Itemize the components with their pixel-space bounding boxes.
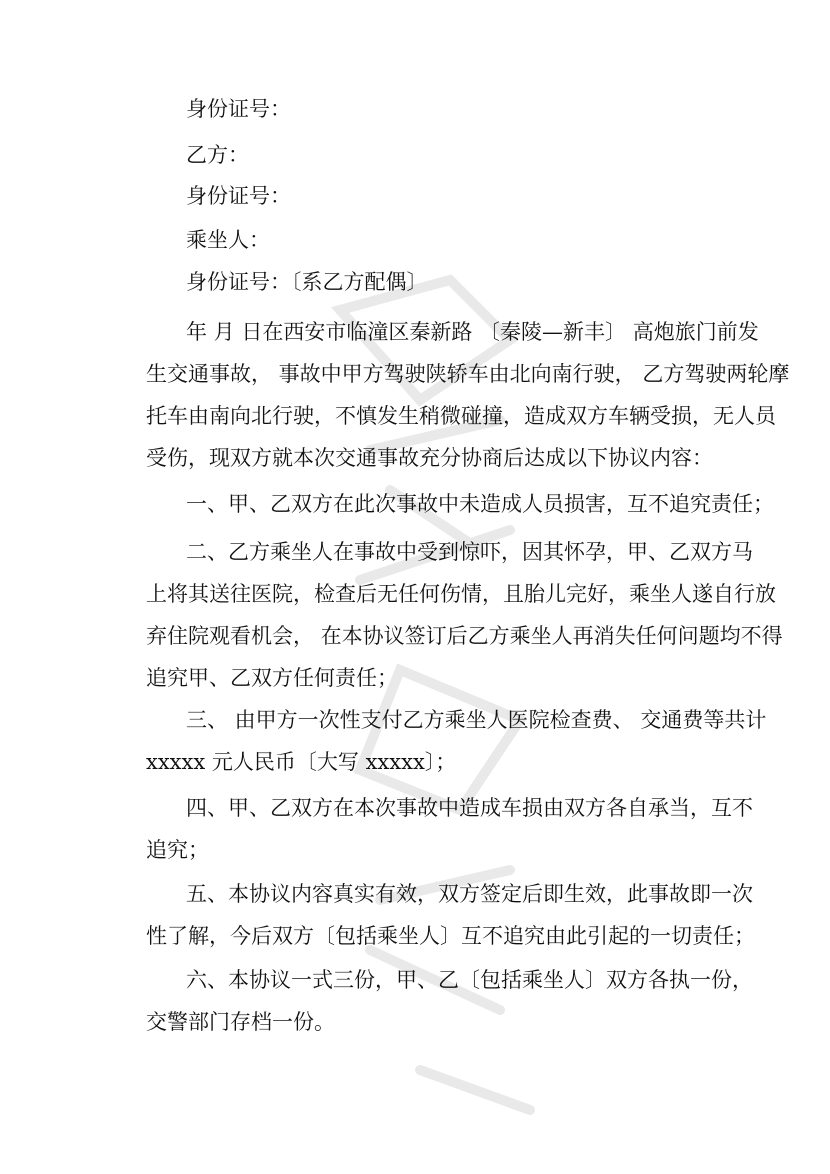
clause-6-line-1: 六、本协议一式三份，甲、乙〔包括乘坐人〕双方各执一份， [186,968,753,992]
intro-line-1: 年 月 日在西安市临潼区秦新路 〔秦陵—新丰〕 高炮旅门前发 [186,320,759,344]
clause-3-line-2: xxxxx 元人民币〔大写 xxxxx〕； [146,750,457,774]
clause-4-line-1: 四、甲、乙双方在本次事故中造成车损由双方各自承当，互不 [186,796,753,820]
intro-line-3: 托车由南向北行驶，不慎发生稍微碰撞，造成双方车辆受损，无人员 [146,404,776,428]
clause-2-line-4: 追究甲、乙双方任何责任； [146,666,398,690]
clause-1-line-1: 一、甲、乙双方在此次事故中未造成人员损害，互不追究责任； [186,492,774,516]
clause-2-line-2: 上将其送往医院，检查后无任何伤情，且胎儿完好，乘坐人遂自行放 [146,582,776,606]
clause-5-line-2: 性了解，今后双方〔包括乘坐人〕互不追究由此引起的一切责任； [146,924,755,948]
id-number-field-3: 身份证号：〔系乙方配偶〕 [186,270,428,294]
id-number-field-1: 身份证号： [186,97,291,121]
intro-line-4: 受伤，现双方就本次交通事故充分协商后达成以下协议内容： [146,446,713,470]
clause-2-line-3: 弃住院观看机会， 在本协议签订后乙方乘坐人再消失任何问题均不得 [146,624,783,648]
clause-5-line-1: 五、本协议内容真实有效，双方签定后即生效，此事故即一次 [186,882,753,906]
passenger-field: 乘坐人： [186,228,270,252]
id-number-field-2: 身份证号： [186,184,291,208]
clause-6-line-2: 交警部门存档一份。 [146,1010,335,1034]
intro-line-2: 生交通事故， 事故中甲方驾驶陕轿车由北向南行驶， 乙方驾驶两轮摩 [146,362,790,386]
clause-2-line-1: 二、乙方乘坐人在事故中受到惊吓，因其怀孕，甲、乙双方马 [186,540,753,564]
clause-4-line-2: 追究； [146,838,209,862]
party-b-field: 乙方： [186,143,249,167]
clause-3-line-1: 三、 由甲方一次性支付乙方乘坐人医院检查费、 交通费等共计 [186,708,767,732]
